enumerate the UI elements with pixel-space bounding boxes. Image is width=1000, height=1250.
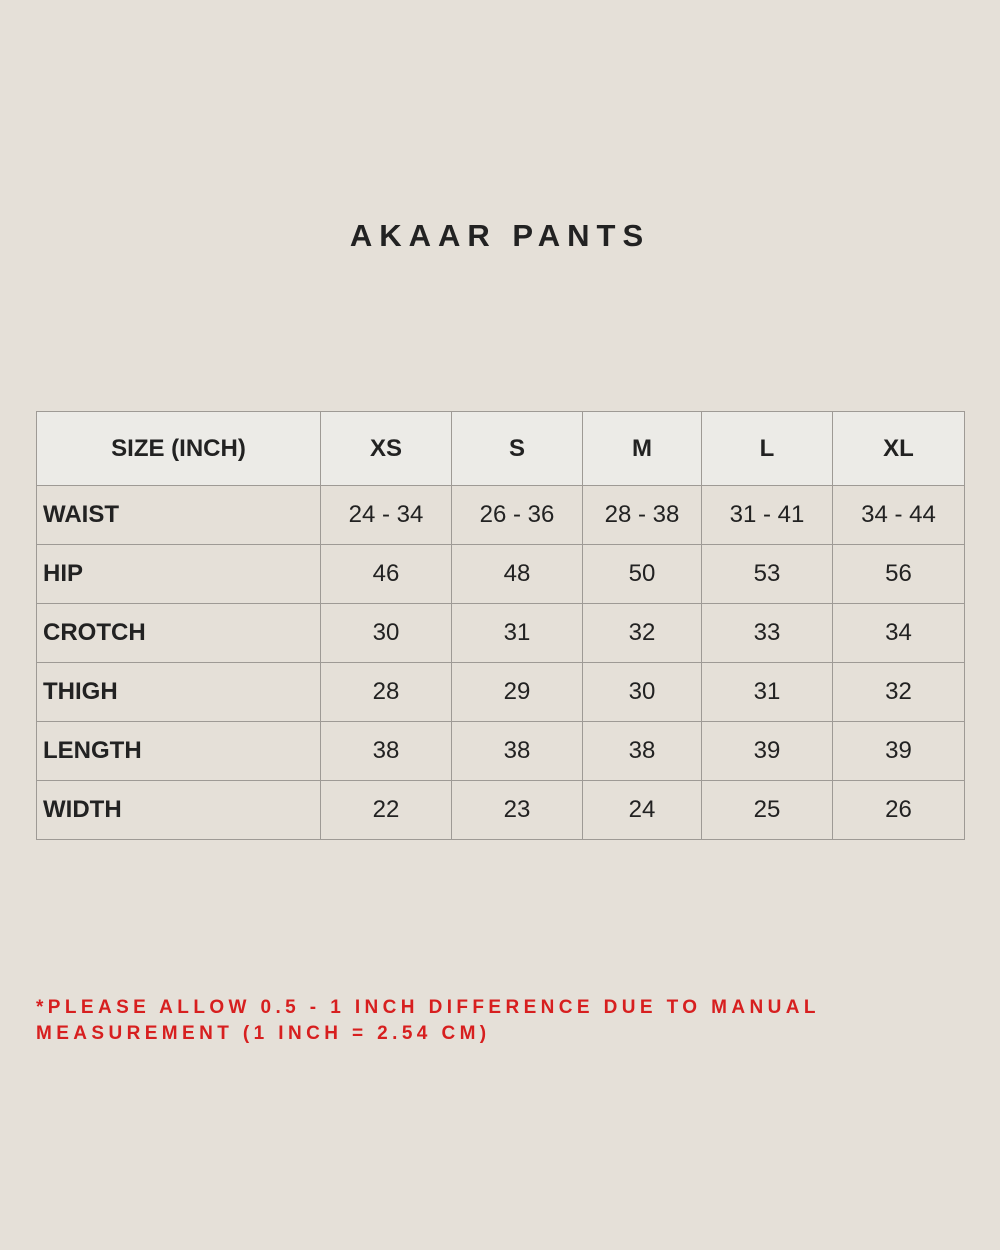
table-header-row [37,412,965,486]
table-cell: 56 [833,545,965,604]
row-label-hip: HIP [37,545,321,604]
table-cell: 28 [321,663,452,722]
table-cell: 24 - 34 [321,486,452,545]
row-label-length: LENGTH [37,722,321,781]
table-row-thigh [37,663,965,722]
table-cell: 30 [321,604,452,663]
table-cell: 31 - 41 [702,486,833,545]
table-cell: 24 [583,781,702,840]
table-cell: 30 [583,663,702,722]
table-cell: 26 [833,781,965,840]
table-row-length [37,722,965,781]
table-cell: 38 [583,722,702,781]
table-cell: 29 [452,663,583,722]
header-size-xs: XS [321,412,452,486]
table-cell: 25 [702,781,833,840]
table-cell: 23 [452,781,583,840]
table-cell: 39 [833,722,965,781]
table-cell: 31 [702,663,833,722]
table-cell: 22 [321,781,452,840]
row-label-thigh: THIGH [37,663,321,722]
table-cell: 38 [452,722,583,781]
header-size-s: S [452,412,583,486]
table-cell: 34 - 44 [833,486,965,545]
table-cell: 34 [833,604,965,663]
measurement-footnote: *PLEASE ALLOW 0.5 - 1 INCH DIFFERENCE DUE TO MANUAL MEASUREMENT (1 INCH = 2.54 CM) [36,997,820,1044]
table-cell: 31 [452,604,583,663]
header-size-xl: XL [833,412,965,486]
header-size-l: L [702,412,833,486]
table-cell: 53 [702,545,833,604]
table-cell: 39 [702,722,833,781]
table-cell: 33 [702,604,833,663]
table-cell: 48 [452,545,583,604]
table-cell: 32 [833,663,965,722]
table-cell: 50 [583,545,702,604]
table-row-width [37,781,965,840]
table-row-hip [37,545,965,604]
header-size-m: M [583,412,702,486]
table-cell: 28 - 38 [583,486,702,545]
table-cell: 46 [321,545,452,604]
row-label-width: WIDTH [37,781,321,840]
header-size-inch: SIZE (INCH) [37,412,321,486]
table-cell: 26 - 36 [452,486,583,545]
page-title: AKAAR PANTS [349,218,651,253]
row-label-waist: WAIST [37,486,321,545]
table-cell: 32 [583,604,702,663]
table-cell: 38 [321,722,452,781]
table-row-waist [37,486,965,545]
size-chart-table [36,411,965,840]
table-row-crotch [37,604,965,663]
row-label-crotch: CROTCH [37,604,321,663]
